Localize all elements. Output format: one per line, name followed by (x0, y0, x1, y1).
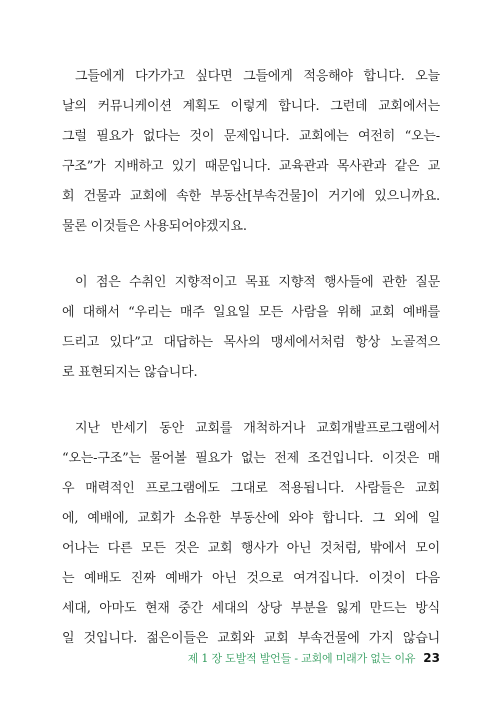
paragraph-3 (62, 414, 440, 654)
running-chapter-title: 제 1 장 도발적 발언들 - 교회에 미래가 없는 이유 (187, 652, 416, 665)
text-line: 구조”가 지배하고 있기 때문입니다. 교육관과 목사관과 같은 교 (62, 159, 440, 174)
text-line: 로 표현되지는 않습니다. (62, 365, 198, 380)
text-line: 일 것입니다. 젊은이들은 교회와 교회 부속건물에 가지 않습니 (62, 631, 440, 646)
page-number: 23 (423, 651, 440, 665)
page-footer (0, 648, 440, 669)
body-text (62, 62, 440, 680)
paragraph-1 (62, 62, 440, 242)
text-line: 세대, 아마도 현재 중간 세대의 상당 부분을 잃게 만드는 방식 (62, 601, 440, 616)
text-line: 드리고 있다”고 대답하는 목사의 맹세에서처럼 항상 노골적으 (62, 335, 440, 350)
text-line: 이 점은 수취인 지향적이고 목표 지향적 행사들에 관한 질문 (75, 275, 440, 290)
text-line: 날의 커뮤니케이션 계획도 이렇게 합니다. 그런데 교회에서는 (62, 99, 440, 114)
text-line: 지난 반세기 동안 교회를 개척하거나 교회개발프로그램에서 (75, 421, 440, 436)
text-line: “오는-구조”는 물어볼 필요가 없는 전제 조건입니다. 이것은 매 (62, 451, 440, 466)
text-line: 는 예배도 진짜 예배가 아닌 것으로 여겨집니다. 이것이 다음 (62, 571, 440, 586)
text-line: 회 건물과 교회에 속한 부동산[부속건물]이 거기에 있으니까요. (62, 189, 440, 204)
text-line: 그럴 필요가 없다는 것이 문제입니다. 교회에는 여전히 “오는- (62, 129, 440, 144)
text-line: 어나는 다른 모든 것은 교회 행사가 아닌 것처럼, 밖에서 모이 (62, 541, 440, 556)
text-line: 에, 예배에, 교회가 소유한 부동산에 와야 합니다. 그 외에 일 (62, 511, 440, 526)
paragraph-2 (62, 268, 440, 388)
text-line: 우 매력적인 프로그램에도 그대로 적용됩니다. 사람들은 교회 (62, 481, 440, 496)
text-line: 물론 이것들은 사용되어야겠지요. (62, 219, 247, 234)
text-line: 에 대해서 “우리는 매주 일요일 모든 사람을 위해 교회 예배를 (62, 305, 440, 320)
text-line: 그들에게 다가가고 싶다면 그들에게 적응해야 합니다. 오늘 (75, 69, 440, 84)
